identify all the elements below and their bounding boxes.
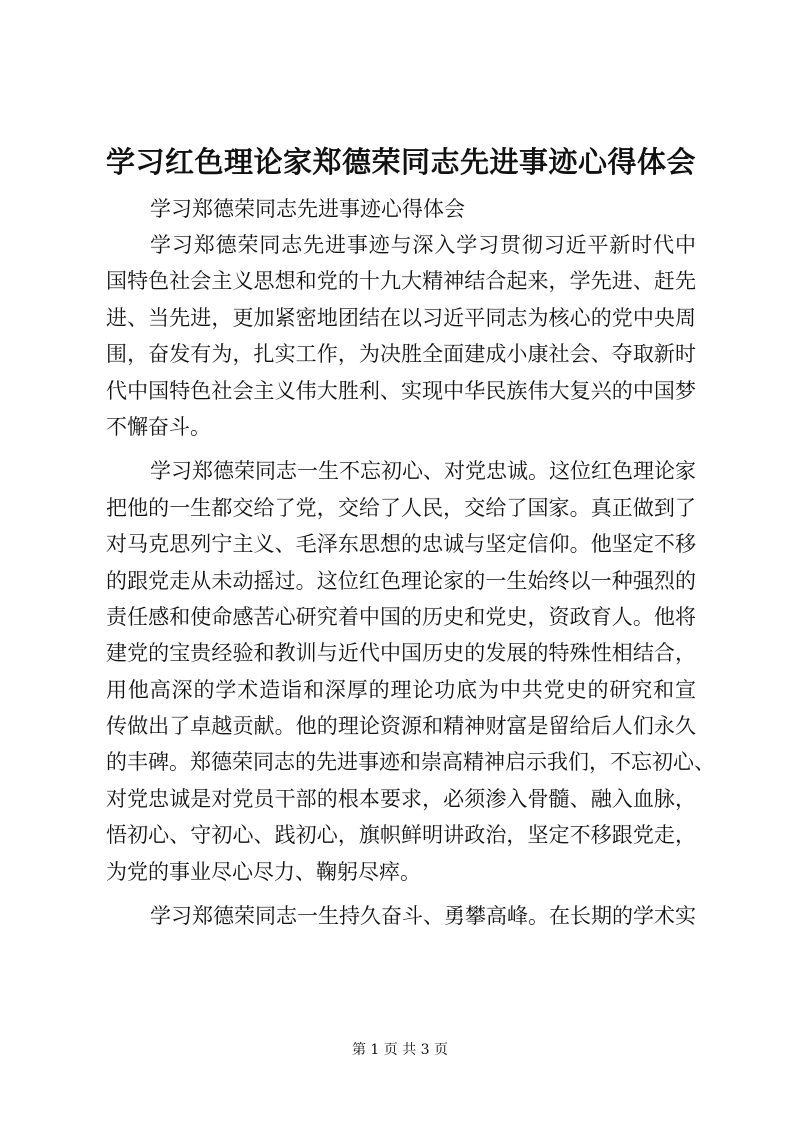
paragraph-line: 把他的一生都交给了党，交给了人民，交给了国家。真正做到了 [106,495,696,520]
paragraph-line: 对马克思列宁主义、毛泽东思想的忠诚与坚定信仰。他坚定不移 [106,532,696,557]
paragraph-2 [106,453,715,890]
paragraph-line: 为党的事业尽心尽力、鞠躬尽瘁。 [106,859,421,884]
paragraph-line: 围，奋发有为，扎实工作，为决胜全面建成小康社会、夺取新时 [106,342,696,367]
paragraph-line: 进、当先进，更加紧密地团结在以习近平同志为核心的党中央周 [106,305,696,330]
paragraph-line: 不懈奋斗。 [106,414,211,439]
paragraph-3 [106,898,696,934]
document-subtitle: 学习郑德荣同志先进事迹心得体会 [150,197,465,221]
paragraph-line: 传做出了卓越贡献。他的理论资源和精神财富是留给后人们永久 [106,714,696,739]
document-title: 学习红色理论家郑德荣同志先进事迹心得体会 [106,145,697,179]
paragraph-line: 国特色社会主义思想和党的十九大精神结合起来，学先进、赶先 [106,269,696,294]
paragraph-line: 责任感和使命感苦心研究着中国的历史和党史，资政育人。他将 [106,604,696,629]
paragraph-line: 建党的宝贵经验和教训与近代中国历史的发展的特殊性相结合， [106,641,696,666]
paragraph-line: 的跟党走从未动摇过。这位红色理论家的一生始终以一种强烈的 [106,568,696,593]
paragraph-line: 学习郑德荣同志一生持久奋斗、勇攀高峰。在长期的学术实 [150,904,696,929]
paragraph-line: 学习郑德荣同志一生不忘初心、对党忠诚。这位红色理论家 [150,459,696,484]
paragraph-line: 用他高深的学术造诣和深厚的理论功底为中共党史的研究和宣 [106,677,696,702]
paragraph-line: 学习郑德荣同志先进事迹与深入学习贯彻习近平新时代中 [150,233,696,257]
paragraph-1 [106,227,696,445]
page-number-footer: 第 1 页 共 3 页 [351,1042,449,1058]
paragraph-line: 悟初心、守初心、践初心，旗帜鲜明讲政治，坚定不移跟党走， [106,823,696,848]
paragraph-line: 的丰碑。郑德荣同志的先进事迹和崇高精神启示我们，不忘初心、 [106,750,715,775]
paragraph-line: 代中国特色社会主义伟大胜利、实现中华民族伟大复兴的中国梦 [106,378,696,403]
document-body [106,227,715,942]
paragraph-line: 对党忠诚是对党员干部的根本要求，必须渗入骨髓、融入血脉， [106,786,696,811]
